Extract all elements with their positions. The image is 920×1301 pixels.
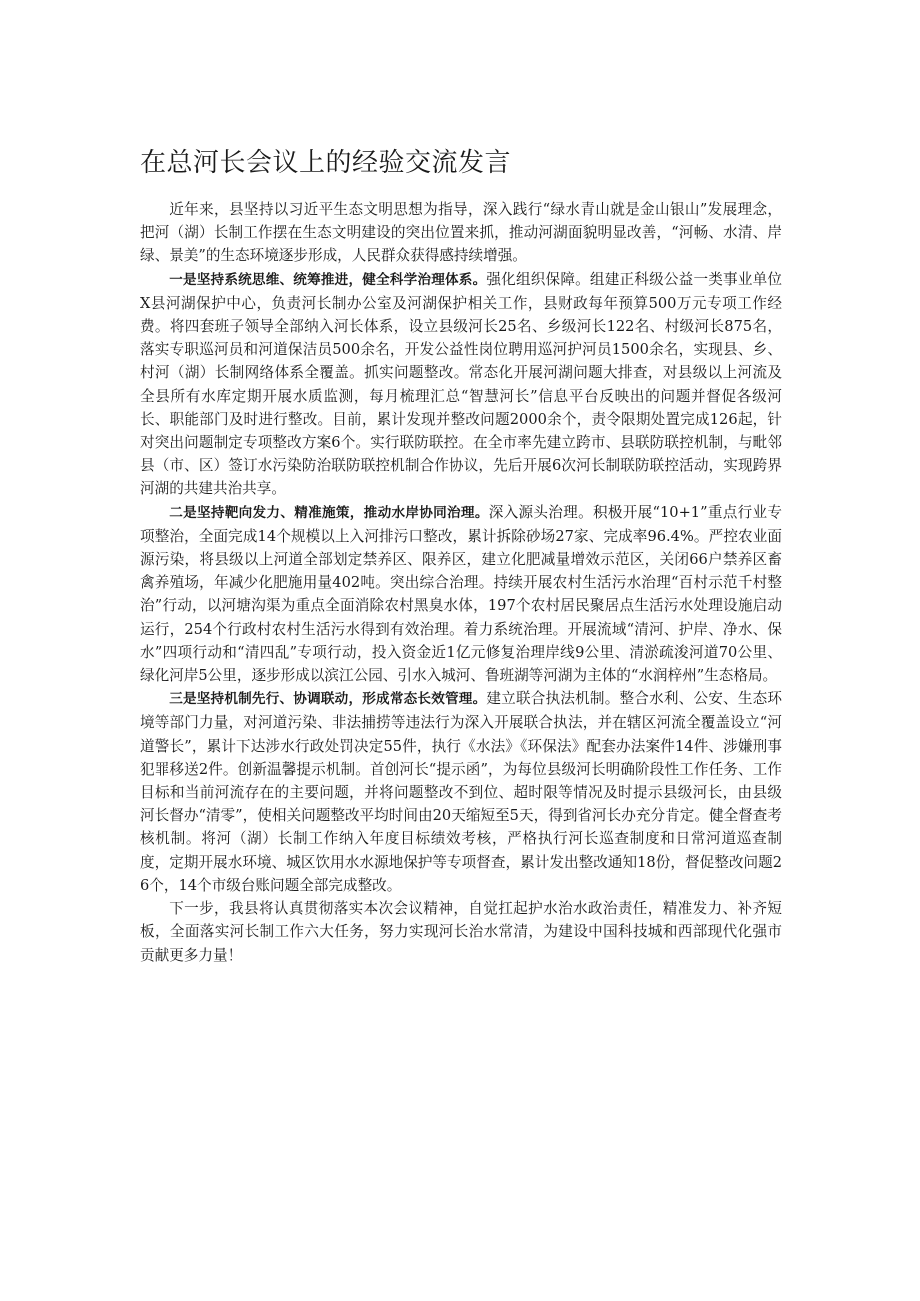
section-three-heading: 三是坚持机制先行、协调联动，形成常态长效管理。 xyxy=(169,691,487,708)
section-two-paragraph xyxy=(140,501,782,688)
paragraph-text: 建立联合执法机制。整合水利、公安、生态环境等部门力量，对河道污染、非法捕捞等违法行为深入开展联合执法，并在辖区河流全覆盖设立“河道警长”，累计下达涉水行政处罚决定55件，执行《水法》《环保法》配套办法案件14件、涉嫌刑事犯罪移送2件。创新温馨提示机制。首创河长“提示函”，为每位县级河长明确阶段性工作任务、工作目标和当前河流存在的主要问题，并将问题整改不到位、超时限等情况及时提示县级河长，由县级河长督办“清零”，使相关问题整改平均时间由20天缩短至5天，得到省河长办充分肯定。健全督查考核机制。将河（湖）长制工作纳入年度目标绩效考核，严格执行河长巡查制度和日常河道巡查制度，定期开展水环境、城区饮用水水源地保护等专项督查，累计发出整改通知18份，督促整改问题26个，14个市级台账问题全部完成整改。 xyxy=(140,690,782,894)
section-one-heading: 一是坚持系统思维、统筹推进，健全科学治理体系。 xyxy=(169,271,487,288)
intro-paragraph xyxy=(140,198,782,268)
section-three-paragraph xyxy=(140,687,782,897)
document-title: 在总河长会议上的经验交流发言 xyxy=(140,148,512,178)
paragraph-text: 近年来，县坚持以习近平生态文明思想为指导，深入践行“绿水青山就是金山银山”发展理念，把河（湖）长制工作摆在生态文明建设的突出位置来抓，推动河湖面貌明显改善，“河畅、水清、岸绿、景美”的生态环境逐步形成，人民群众获得感持续增强。 xyxy=(140,201,782,265)
paragraph-text: 下一步，我县将认真贯彻落实本次会议精神，自觉扛起护水治水政治责任，精准发力、补齐短板，全面落实河长制工作六大任务，努力实现河长治水常清，为建设中国科技城和西部现代化强市贡献更多力量！ xyxy=(140,900,782,964)
closing-paragraph xyxy=(140,897,782,967)
section-one-paragraph xyxy=(140,268,782,501)
document-body xyxy=(140,198,782,967)
section-two-heading: 二是坚持靶向发力、精准施策，推动水岸协同治理。 xyxy=(169,504,489,521)
paragraph-text: 深入源头治理。积极开展“10+1”重点行业专项整治，全面完成14个规模以上入河排污口整改，累计拆除砂场27家、完成率96.4%。严控农业面源污染，将县级以上河道全部划定禁养区、限养区，建立化肥减量增效示范区，关闭66户禁养区畜禽养殖场，年减少化肥施用量402吨。突出综合治理。持续开展农村生活污水治理“百村示范千村整治”行动，以河塘沟渠为重点全面消除农村黑臭水体，197个农村居民聚居点生活污水处理设施启动运行，254个行政村农村生活污水得到有效治理。着力系统治理。开展流域“清河、护岸、净水、保水”四项行动和“清四乱”专项行动，投入资金近1亿元修复治理岸线9公里、清淤疏浚河道70公里、绿化河岸5公里，逐步形成以滨江公园、引水入城河、鲁班湖等河湖为主体的“水润梓州”生态格局。 xyxy=(140,503,783,685)
paragraph-text: 强化组织保障。组建正科级公益一类事业单位X县河湖保护中心，负责河长制办公室及河湖保护相关工作，县财政每年预算500万元专项工作经费。将四套班子领导全部纳入河长体系，设立县级河长25名、乡级河长122名、村级河长875名，落实专职巡河员和河道保洁员500余名，开发公益性岗位聘用巡河护河员1500余名，实现县、乡、村河（湖）长制网络体系全覆盖。抓实问题整改。常态化开展河湖问题大排查，对县级以上河流及全县所有水库定期开展水质监测，每月梳理汇总“智慧河长”信息平台反映出的问题并督促各级河长、职能部门及时进行整改。目前，累计发现并整改问题2000余个，责令限期处置完成126起，针对突出问题制定专项整改方案6个。实行联防联控。在全市率先建立跨市、县联防联控机制，与毗邻县（市、区）签订水污染防治联防联控机制合作协议，先后开展6次河长制联防联控活动，实现跨界河湖的共建共治共享。 xyxy=(140,270,782,498)
